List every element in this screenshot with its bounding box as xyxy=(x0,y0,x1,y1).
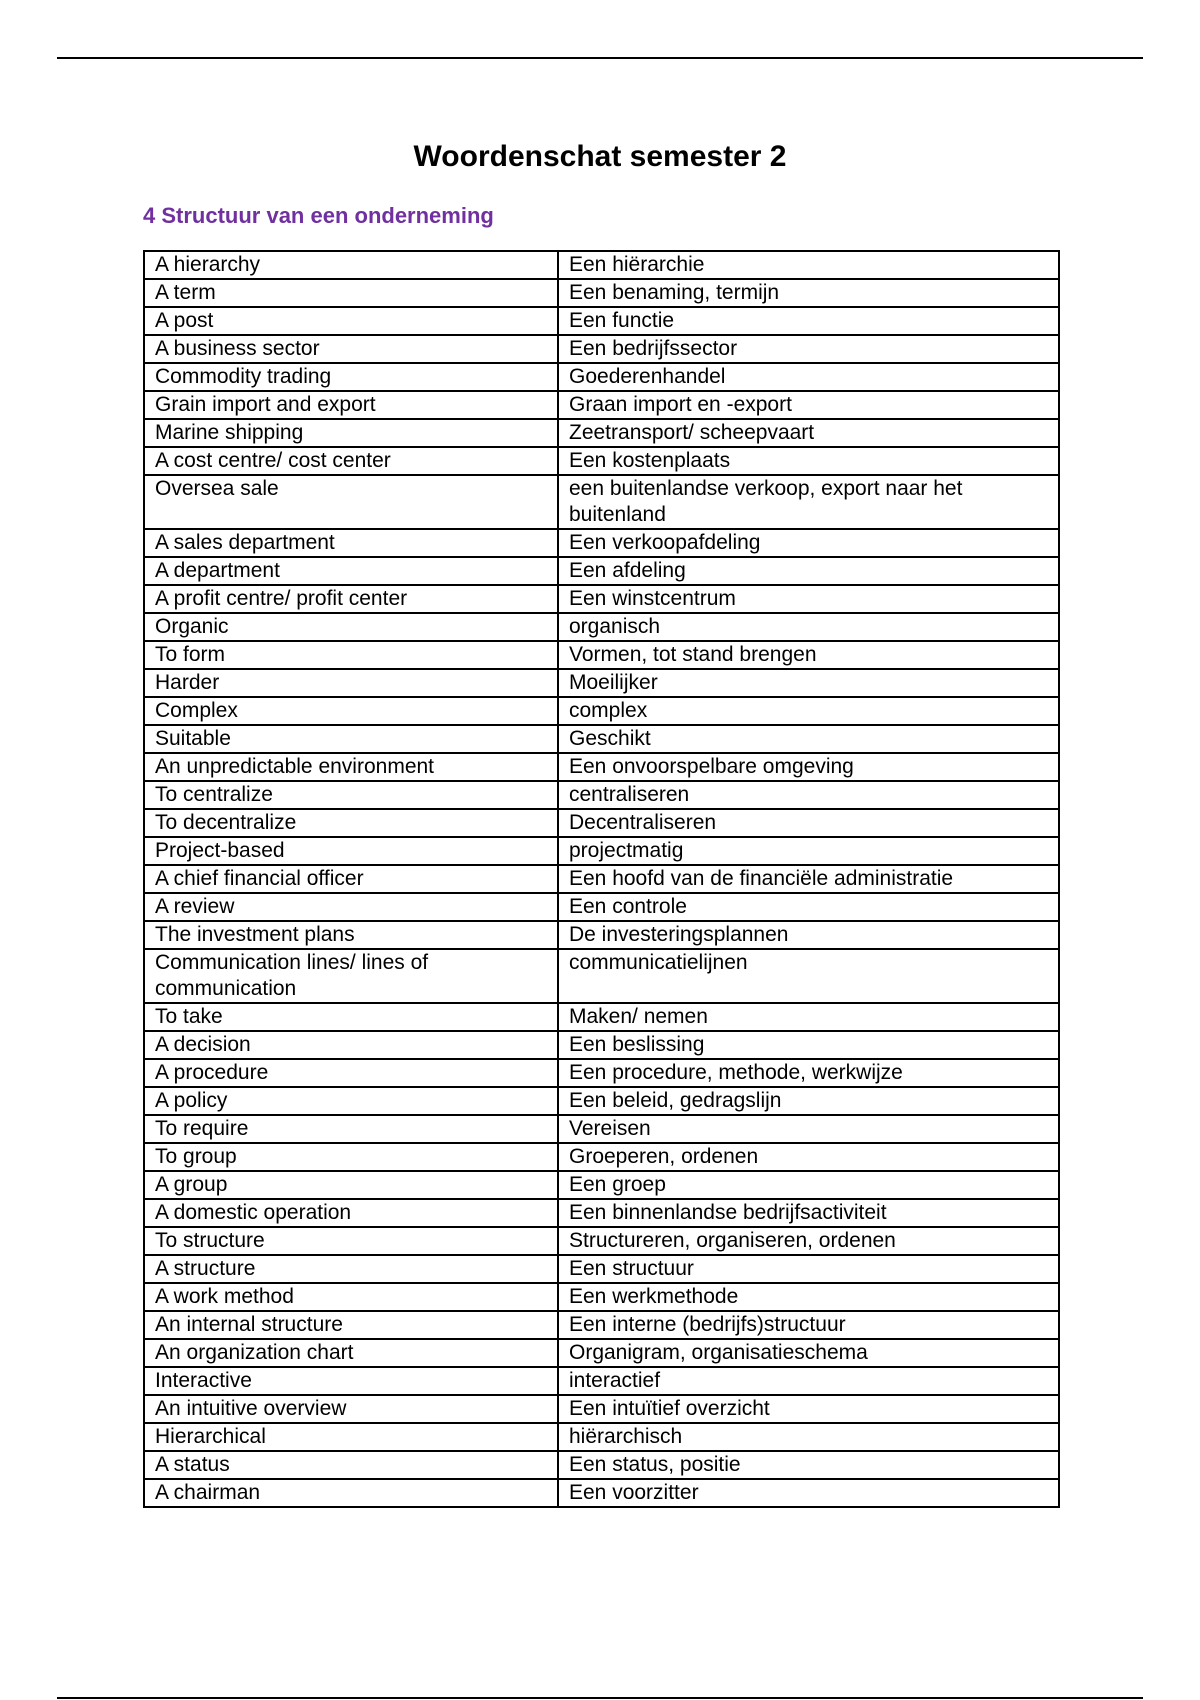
table-row xyxy=(144,335,1059,363)
dutch-translation-cell: Een onvoorspelbare omgeving xyxy=(558,753,1059,781)
english-term-cell: A procedure xyxy=(144,1059,558,1087)
dutch-translation-cell: Een afdeling xyxy=(558,557,1059,585)
table-row xyxy=(144,1199,1059,1227)
table-row xyxy=(144,641,1059,669)
table-row xyxy=(144,1395,1059,1423)
dutch-translation-cell: Een controle xyxy=(558,893,1059,921)
english-term-cell: To structure xyxy=(144,1227,558,1255)
table-row xyxy=(144,1059,1059,1087)
table-row xyxy=(144,1255,1059,1283)
dutch-translation-cell: Een kostenplaats xyxy=(558,447,1059,475)
dutch-translation-cell: Een voorzitter xyxy=(558,1479,1059,1507)
table-row xyxy=(144,279,1059,307)
english-term-cell: A policy xyxy=(144,1087,558,1115)
dutch-translation-cell: organisch xyxy=(558,613,1059,641)
table-row xyxy=(144,1311,1059,1339)
dutch-translation-cell: centraliseren xyxy=(558,781,1059,809)
english-term-cell: To group xyxy=(144,1143,558,1171)
dutch-translation-cell: interactief xyxy=(558,1367,1059,1395)
english-term-cell: A decision xyxy=(144,1031,558,1059)
dutch-translation-cell: Een verkoopafdeling xyxy=(558,529,1059,557)
table-row xyxy=(144,809,1059,837)
english-term-cell: Oversea sale xyxy=(144,475,558,529)
english-term-cell: A term xyxy=(144,279,558,307)
table-row xyxy=(144,921,1059,949)
english-term-cell: To form xyxy=(144,641,558,669)
dutch-translation-cell: Moeilijker xyxy=(558,669,1059,697)
dutch-translation-cell: Een hiërarchie xyxy=(558,251,1059,279)
table-row xyxy=(144,1143,1059,1171)
english-term-cell: A group xyxy=(144,1171,558,1199)
dutch-translation-cell: Graan import en -export xyxy=(558,391,1059,419)
dutch-translation-cell: Een bedrijfssector xyxy=(558,335,1059,363)
dutch-translation-cell: Een winstcentrum xyxy=(558,585,1059,613)
english-term-cell: A chairman xyxy=(144,1479,558,1507)
table-row xyxy=(144,557,1059,585)
table-row xyxy=(144,1227,1059,1255)
table-row xyxy=(144,1031,1059,1059)
vocabulary-table xyxy=(143,250,1060,1508)
table-row xyxy=(144,363,1059,391)
table-row xyxy=(144,613,1059,641)
dutch-translation-cell: Maken/ nemen xyxy=(558,1003,1059,1031)
english-term-cell: Project-based xyxy=(144,837,558,865)
english-term-cell: The investment plans xyxy=(144,921,558,949)
table-row xyxy=(144,669,1059,697)
table-row xyxy=(144,1339,1059,1367)
page-title: Woordenschat semester 2 xyxy=(413,140,787,173)
english-term-cell: Complex xyxy=(144,697,558,725)
english-term-cell: A profit centre/ profit center xyxy=(144,585,558,613)
dutch-translation-cell: complex xyxy=(558,697,1059,725)
table-row xyxy=(144,307,1059,335)
section-heading: 4 Structuur van een onderneming xyxy=(143,203,494,228)
english-term-cell: An unpredictable environment xyxy=(144,753,558,781)
english-term-cell: An organization chart xyxy=(144,1339,558,1367)
dutch-translation-cell: Vormen, tot stand brengen xyxy=(558,641,1059,669)
vocabulary-table-body xyxy=(144,251,1059,1507)
english-term-cell: A structure xyxy=(144,1255,558,1283)
english-term-cell: Commodity trading xyxy=(144,363,558,391)
dutch-translation-cell: Een hoofd van de financiële administratie xyxy=(558,865,1059,893)
english-term-cell: A sales department xyxy=(144,529,558,557)
english-term-cell: Harder xyxy=(144,669,558,697)
english-term-cell: Organic xyxy=(144,613,558,641)
english-term-cell: A review xyxy=(144,893,558,921)
table-row xyxy=(144,865,1059,893)
english-term-cell: Hierarchical xyxy=(144,1423,558,1451)
table-row xyxy=(144,1003,1059,1031)
dutch-translation-cell: Een structuur xyxy=(558,1255,1059,1283)
english-term-cell: A cost centre/ cost center xyxy=(144,447,558,475)
dutch-translation-cell: Goederenhandel xyxy=(558,363,1059,391)
dutch-translation-cell: Een groep xyxy=(558,1171,1059,1199)
dutch-translation-cell: Een beleid, gedragslijn xyxy=(558,1087,1059,1115)
table-row xyxy=(144,1479,1059,1507)
dutch-translation-cell: Een intuïtief overzicht xyxy=(558,1395,1059,1423)
table-row xyxy=(144,529,1059,557)
english-term-cell: Suitable xyxy=(144,725,558,753)
english-term-cell: Communication lines/ lines of communication xyxy=(144,949,558,1003)
english-term-cell: To require xyxy=(144,1115,558,1143)
table-row xyxy=(144,949,1059,1003)
english-term-cell: To take xyxy=(144,1003,558,1031)
english-term-cell: A business sector xyxy=(144,335,558,363)
dutch-translation-cell: Geschikt xyxy=(558,725,1059,753)
table-row xyxy=(144,391,1059,419)
dutch-translation-cell: Structureren, organiseren, ordenen xyxy=(558,1227,1059,1255)
english-term-cell: An intuitive overview xyxy=(144,1395,558,1423)
dutch-translation-cell: Een interne (bedrijfs)structuur xyxy=(558,1311,1059,1339)
table-row xyxy=(144,447,1059,475)
dutch-translation-cell: projectmatig xyxy=(558,837,1059,865)
dutch-translation-cell: Een benaming, termijn xyxy=(558,279,1059,307)
dutch-translation-cell: Organigram, organisatieschema xyxy=(558,1339,1059,1367)
english-term-cell: A department xyxy=(144,557,558,585)
table-row xyxy=(144,251,1059,279)
dutch-translation-cell: Een status, positie xyxy=(558,1451,1059,1479)
table-row xyxy=(144,781,1059,809)
english-term-cell: A work method xyxy=(144,1283,558,1311)
english-term-cell: Grain import and export xyxy=(144,391,558,419)
english-term-cell: Marine shipping xyxy=(144,419,558,447)
bottom-rule xyxy=(57,1697,1143,1699)
dutch-translation-cell: een buitenlandse verkoop, export naar het buitenland xyxy=(558,475,1059,529)
english-term-cell: To centralize xyxy=(144,781,558,809)
table-row xyxy=(144,1171,1059,1199)
table-row xyxy=(144,1423,1059,1451)
dutch-translation-cell: Een procedure, methode, werkwijze xyxy=(558,1059,1059,1087)
table-row xyxy=(144,1115,1059,1143)
table-row xyxy=(144,1367,1059,1395)
table-row xyxy=(144,1451,1059,1479)
english-term-cell: A chief financial officer xyxy=(144,865,558,893)
table-row xyxy=(144,475,1059,529)
table-row xyxy=(144,725,1059,753)
english-term-cell: A domestic operation xyxy=(144,1199,558,1227)
table-row xyxy=(144,893,1059,921)
dutch-translation-cell: Een binnenlandse bedrijfsactiviteit xyxy=(558,1199,1059,1227)
table-row xyxy=(144,585,1059,613)
dutch-translation-cell: Zeetransport/ scheepvaart xyxy=(558,419,1059,447)
english-term-cell: A hierarchy xyxy=(144,251,558,279)
table-row xyxy=(144,1283,1059,1311)
top-rule xyxy=(57,57,1143,59)
table-row xyxy=(144,697,1059,725)
english-term-cell: A post xyxy=(144,307,558,335)
english-term-cell: To decentralize xyxy=(144,809,558,837)
dutch-translation-cell: Decentraliseren xyxy=(558,809,1059,837)
english-term-cell: Interactive xyxy=(144,1367,558,1395)
dutch-translation-cell: De investeringsplannen xyxy=(558,921,1059,949)
dutch-translation-cell: Een functie xyxy=(558,307,1059,335)
dutch-translation-cell: Een werkmethode xyxy=(558,1283,1059,1311)
english-term-cell: A status xyxy=(144,1451,558,1479)
english-term-cell: An internal structure xyxy=(144,1311,558,1339)
dutch-translation-cell: Een beslissing xyxy=(558,1031,1059,1059)
table-row xyxy=(144,419,1059,447)
table-row xyxy=(144,753,1059,781)
dutch-translation-cell: communicatielijnen xyxy=(558,949,1059,1003)
table-row xyxy=(144,1087,1059,1115)
table-row xyxy=(144,837,1059,865)
dutch-translation-cell: hiërarchisch xyxy=(558,1423,1059,1451)
dutch-translation-cell: Vereisen xyxy=(558,1115,1059,1143)
dutch-translation-cell: Groeperen, ordenen xyxy=(558,1143,1059,1171)
